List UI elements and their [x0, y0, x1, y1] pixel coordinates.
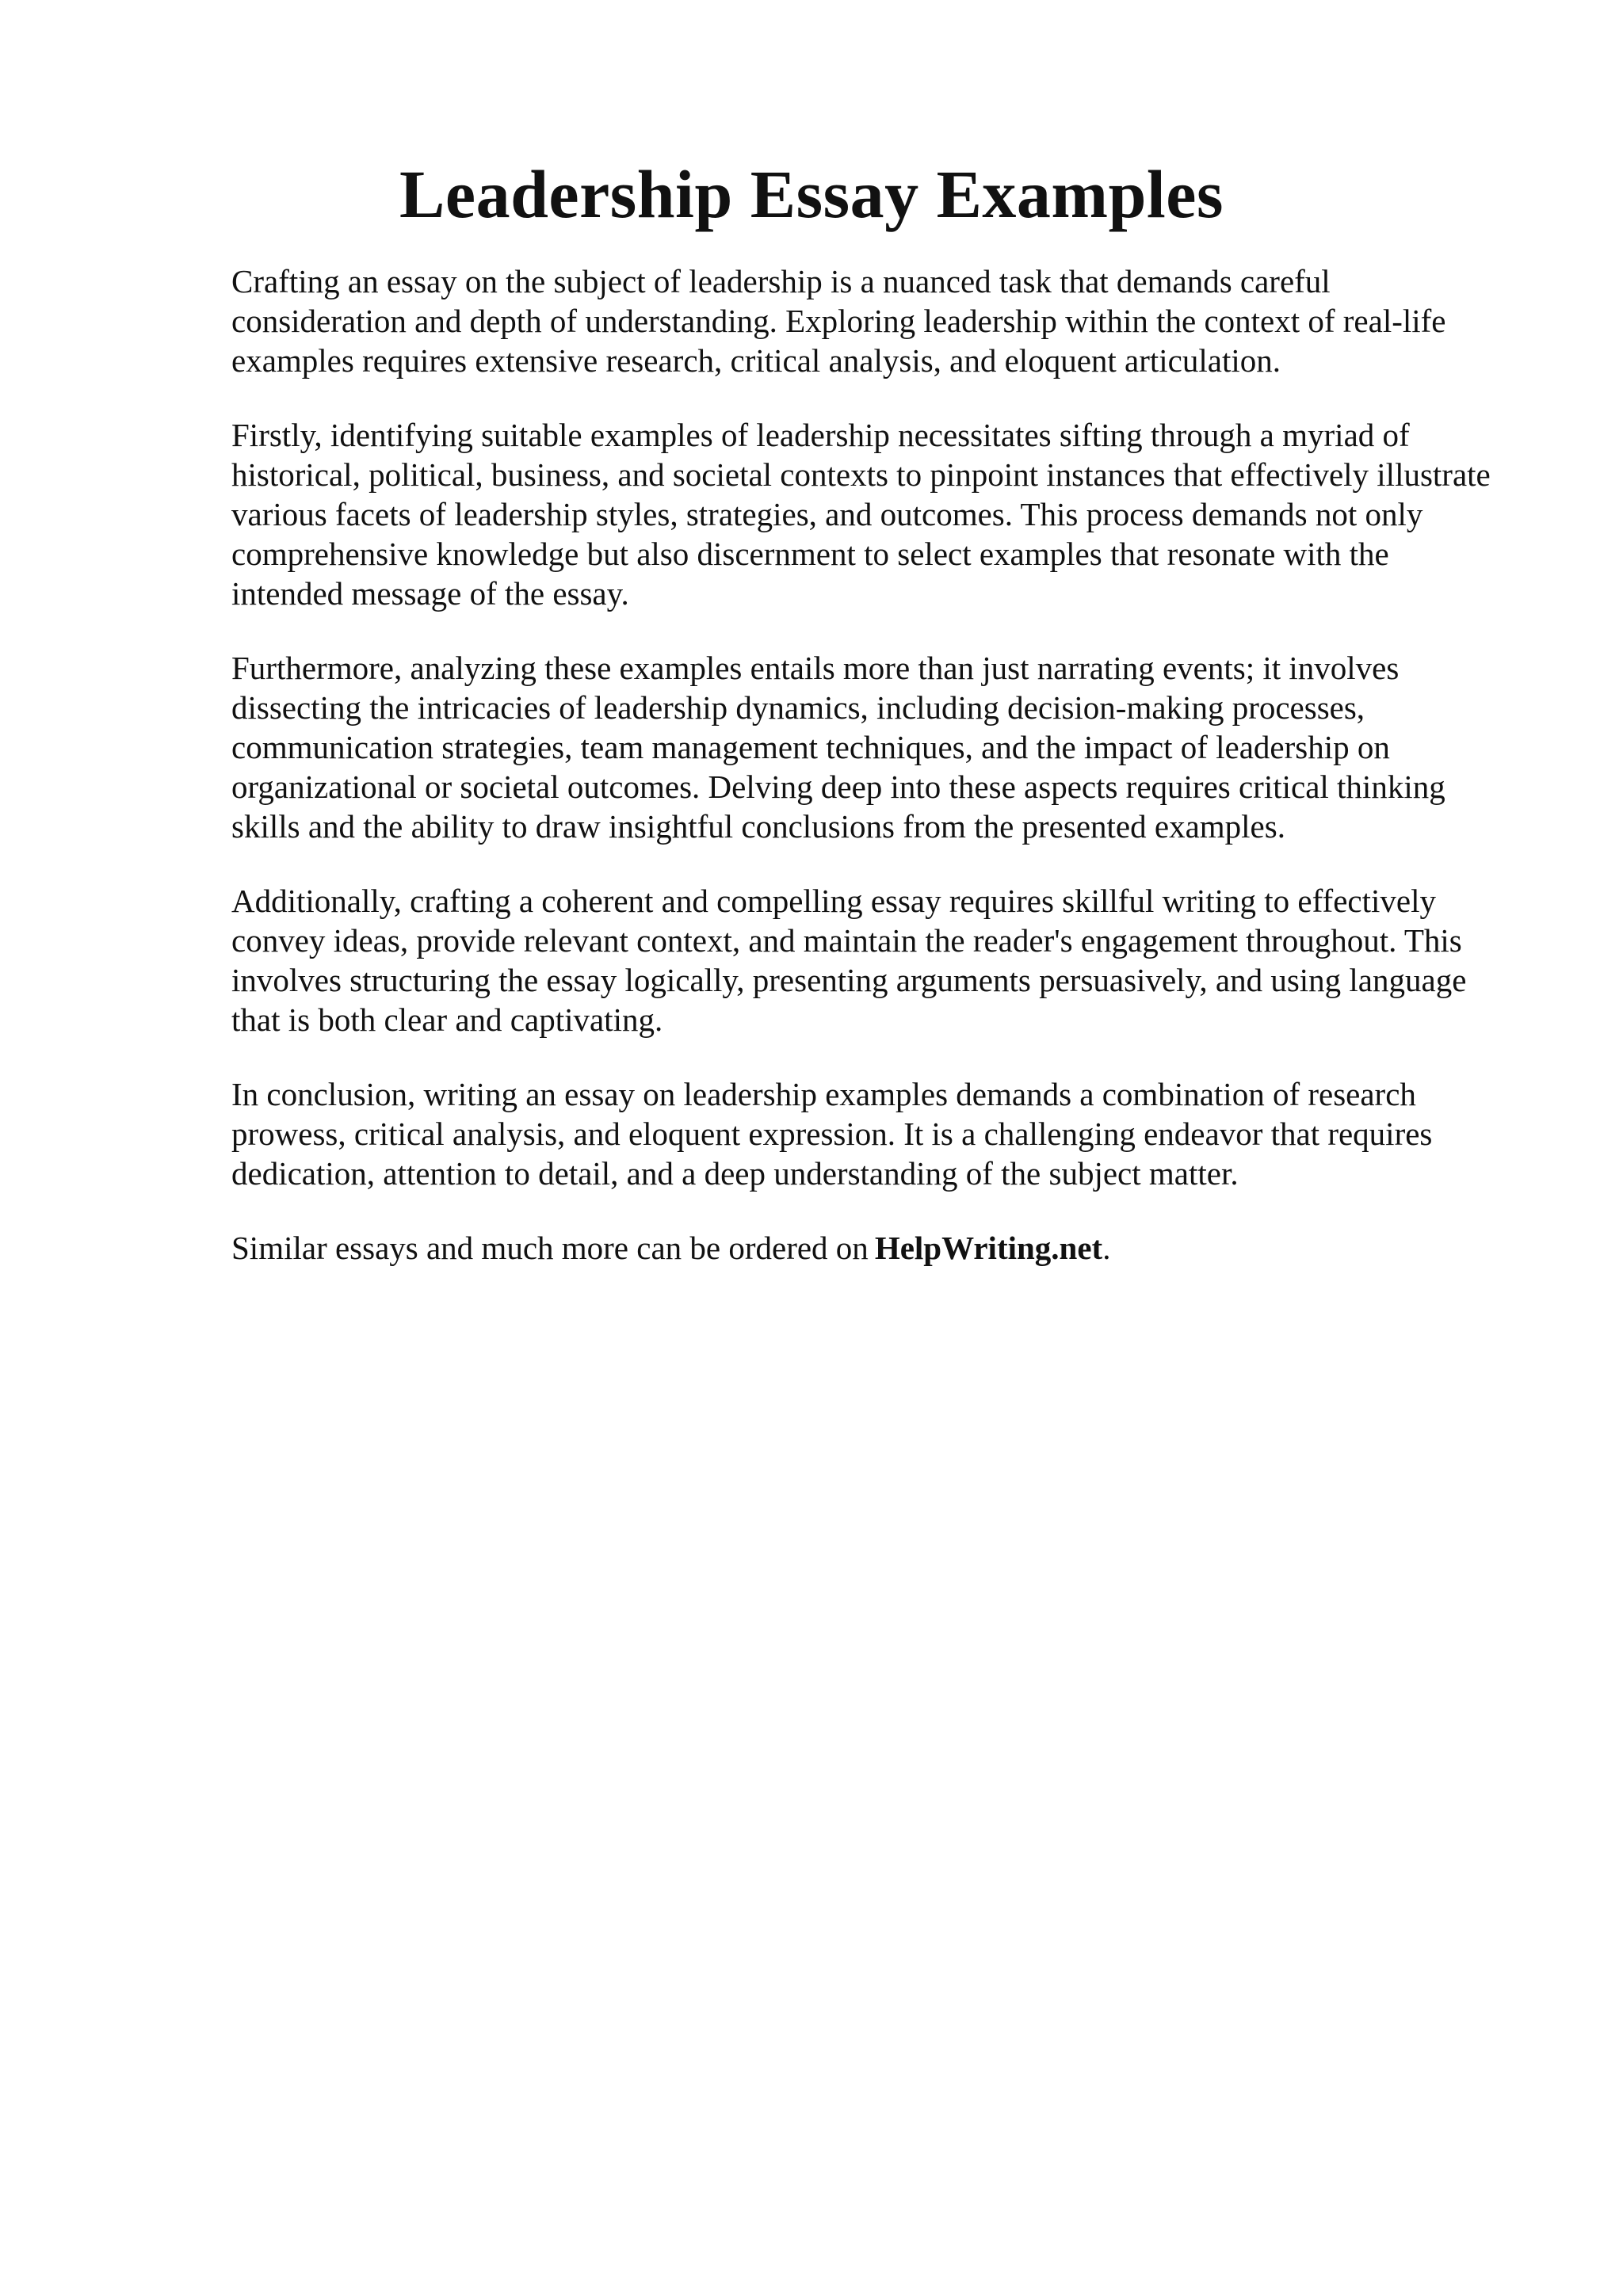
paragraph-line: skills and the ability to draw insightful conclusions from the presented examples. — [231, 808, 1285, 845]
paragraph-line: Firstly, identifying suitable examples of leadership necessitates sifting through a myriad of — [231, 417, 1410, 453]
paragraph-line: Additionally, crafting a coherent and compelling essay requires skillful writing to effectively — [231, 883, 1436, 919]
essay-body — [231, 261, 1515, 1268]
paragraph-additionally — [231, 881, 1515, 1039]
promo-line — [231, 1228, 1515, 1268]
paragraph-line: dissecting the intricacies of leadership dynamics, including decision-making processes, — [231, 689, 1365, 726]
promo-period: . — [1102, 1230, 1111, 1266]
paragraph-line: dedication, attention to detail, and a deep understanding of the subject matter. — [231, 1155, 1239, 1192]
paragraph-intro — [231, 261, 1515, 380]
paragraph-line: various facets of leadership styles, strategies, and outcomes. This process demands not only — [231, 496, 1423, 532]
paragraph-line: involves structuring the essay logically, presenting arguments persuasively, and using language — [231, 962, 1467, 998]
paragraph-line: convey ideas, provide relevant context, and maintain the reader's engagement throughout. This — [231, 922, 1462, 959]
paragraph-firstly — [231, 415, 1515, 613]
paragraph-line: intended message of the essay. — [231, 575, 629, 612]
paragraph-furthermore — [231, 648, 1515, 846]
paragraph-line: consideration and depth of understanding. Exploring leadership within the context of real-life — [231, 303, 1446, 339]
paragraph-line: In conclusion, writing an essay on leadership examples demands a combination of research — [231, 1076, 1416, 1112]
paragraph-line: examples requires extensive research, critical analysis, and eloquent articulation. — [231, 342, 1281, 379]
paragraph-conclusion — [231, 1074, 1515, 1193]
paragraph-line: communication strategies, team management techniques, and the impact of leadership on — [231, 729, 1390, 765]
promo-text: Similar essays and much more can be ordered on — [231, 1230, 869, 1266]
page-title: Leadership Essay Examples — [399, 156, 1224, 232]
paragraph-line: organizational or societal outcomes. Delving deep into these aspects requires critical thinking — [231, 769, 1445, 805]
paragraph-line: historical, political, business, and societal contexts to pinpoint instances that effectively illustrate — [231, 456, 1491, 493]
paragraph-line: that is both clear and captivating. — [231, 1001, 663, 1038]
brand-link[interactable]: HelpWriting.net — [874, 1230, 1103, 1266]
paragraph-line: Furthermore, analyzing these examples entails more than just narrating events; it involves — [231, 650, 1400, 686]
paragraph-line: comprehensive knowledge but also discernment to select examples that resonate with the — [231, 536, 1389, 572]
paragraph-line: Crafting an essay on the subject of leadership is a nuanced task that demands careful — [231, 263, 1331, 299]
paragraph-line: prowess, critical analysis, and eloquent expression. It is a challenging endeavor that requires — [231, 1116, 1433, 1152]
